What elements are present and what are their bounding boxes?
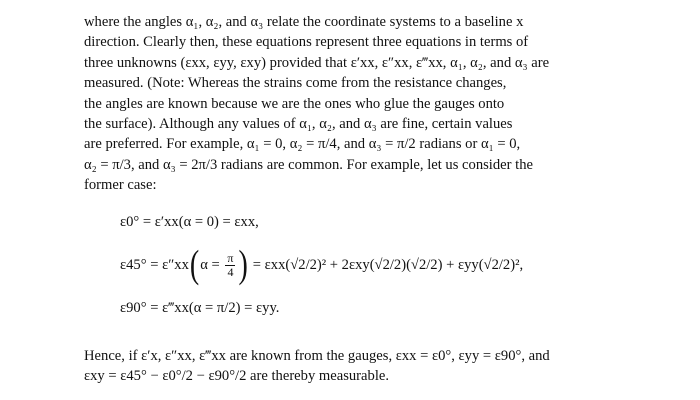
text-line: the angles are known because we are the ones who glue the gauges onto xyxy=(84,95,505,112)
paren-left: ( xyxy=(189,243,200,287)
text-line: α₂ = π/3, and α₃ = 2π/3 radians are common. For example, let us consider the xyxy=(84,156,533,173)
text-line: direction. Clearly then, these equations represent three equations in terms of xyxy=(84,34,529,51)
text-line: where the angles α₁, α₂, and α₃ relate the coordinate systems to a baseline x xyxy=(84,14,524,30)
conclusion-paragraph xyxy=(84,346,622,387)
text-line: are preferred. For example, α₁ = 0, α₂ = π/4, and α₃ = π/2 radians or α₁ = 0, xyxy=(84,136,521,153)
text-line: the surface). Although any values of α₁, α₂, and α₃ are fine, certain values xyxy=(84,116,513,133)
text-line: Hence, if ε′x, ε″xx, ε‴xx are known from the gauges, εxx = ε0°, εyy = ε90°, and xyxy=(84,348,550,364)
text-line: former case: xyxy=(84,177,157,194)
equation-eps0: ε0° = ε′xx(α = 0) = εxx, xyxy=(120,214,259,230)
equation-eps90: ε90° = ε‴xx(α = π/2) = εyy. xyxy=(120,300,280,316)
text-line: three unknowns (εxx, εyy, εxy) provided that ε′xx, ε″xx, ε‴xx, α₁, α₂, and α₃ are xyxy=(84,54,550,71)
equation-eps45-rhs: = εxx(√2/2)² + 2εxy(√2/2)(√2/2) + εyy(√2/2)², xyxy=(252,257,524,273)
equation-eps45: ε45° = ε″xx ( α = $\frac{\pi}{4}$ ) = εxx(√2/2)² + 2εxy(√2/2)(√2/2) + εyy(√2/2)², xyxy=(120,243,524,287)
equation-eps45-lhs: ε45° = ε″xx xyxy=(120,257,189,273)
paren-right: ) xyxy=(238,243,248,287)
text-line: measured. (Note: Whereas the strains come from the resistance changes, xyxy=(84,75,507,92)
text-line: εxy = ε45° − ε0°/2 − ε90°/2 are thereby measurable. xyxy=(84,368,390,385)
body-paragraph xyxy=(84,12,622,196)
fraction-pi-over-4: $\frac{\pi}{4}$ xyxy=(227,251,234,279)
